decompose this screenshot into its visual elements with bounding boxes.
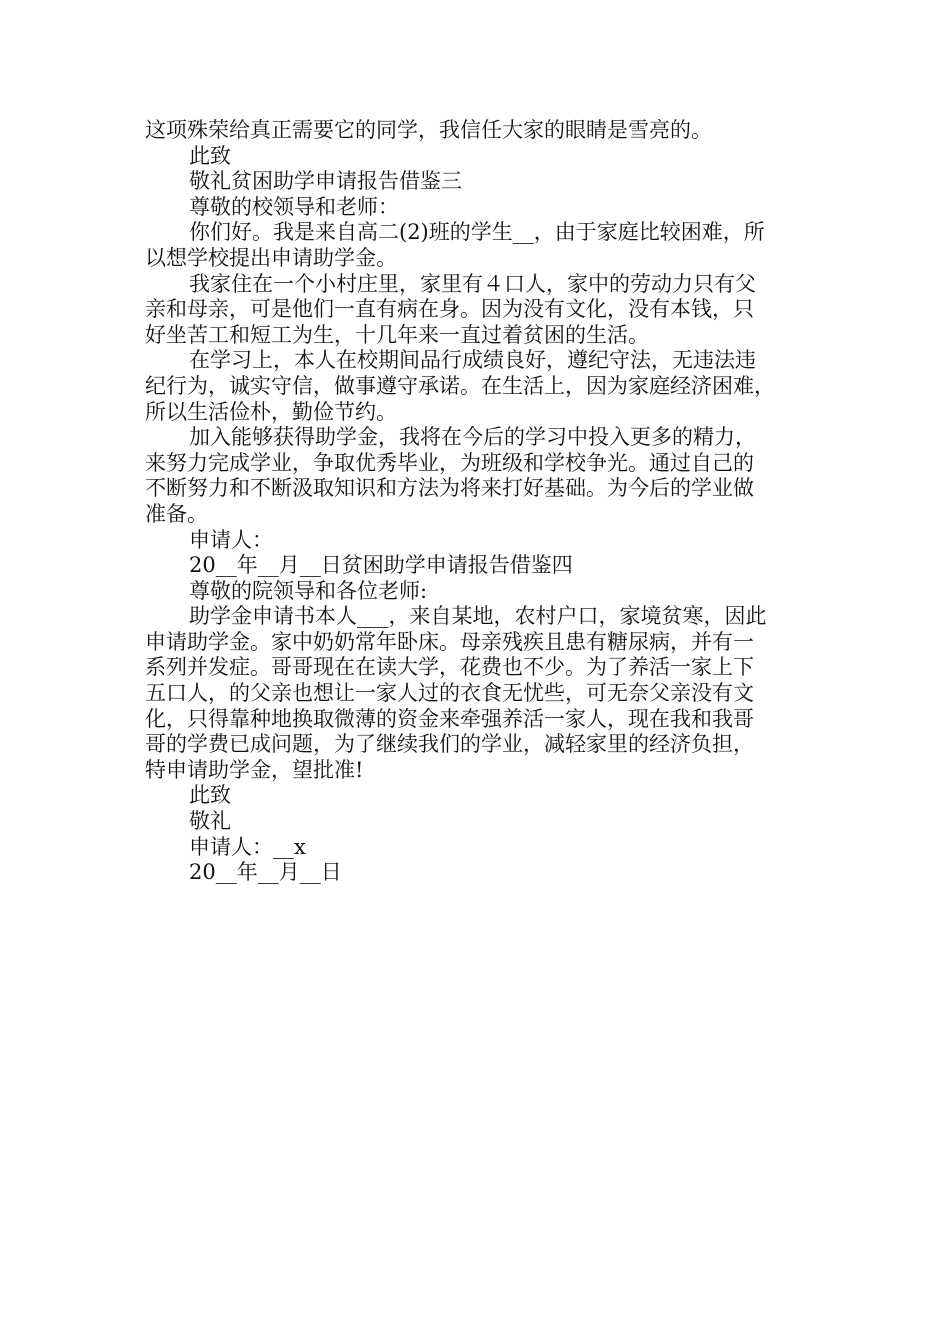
text-line: 20__年__月__日 (189, 860, 342, 885)
text-line: 好坐苦工和短工为生，十几年来一直过着贫困的生活。 (145, 322, 649, 347)
text-line: 申请人：__x (189, 834, 306, 859)
text-line: 哥的学费已成问题，为了继续我们的学业，减轻家里的经济负担， (145, 732, 754, 757)
document-body (145, 118, 815, 886)
text-line: 纪行为，诚实守信，做事遵守承诺。在生活上，因为家庭经济困难， (145, 373, 775, 398)
text-line: 我家住在一个小村庄里，家里有４口人，家中的劳动力只有父 (189, 271, 756, 296)
text-line: 来努力完成学业，争取优秀毕业，为班级和学校争光。通过自己的 (145, 450, 754, 475)
text-line: 五口人，的父亲也想让一家人过的衣食无忧些，可无奈父亲没有文 (145, 681, 754, 706)
text-line: 此致 (189, 143, 231, 168)
text-line: 你们好。我是来自高二(2)班的学生__，由于家庭比较困难，所 (189, 220, 765, 245)
text-line: 化，只得靠种地换取微薄的资金来牵强养活一家人，现在我和我哥 (145, 706, 754, 731)
text-line: 以想学校提出申请助学金。 (145, 245, 397, 270)
text-line: 加入能够获得助学金，我将在今后的学习中投入更多的精力， (189, 425, 756, 450)
text-line: 尊敬的校领导和老师： (189, 194, 399, 219)
text-line: 尊敬的院领导和各位老师: (189, 578, 428, 603)
text-line: 申请人： (189, 527, 273, 552)
text-line: 助学金申请书本人___，来自某地，农村户口，家境贫寒，因此 (189, 604, 767, 629)
text-line: 此致 (189, 783, 231, 808)
text-line: 20__年__月__日贫困助学申请报告借鉴四 (189, 553, 573, 578)
text-line: 亲和母亲，可是他们一直有病在身。因为没有文化，没有本钱，只 (145, 297, 754, 322)
text-line: 特申请助学金，望批准! (145, 757, 364, 782)
text-line: 敬礼贫困助学申请报告借鉴三 (189, 169, 462, 194)
text-line: 不断努力和不断汲取知识和方法为将来打好基础。为今后的学业做 (145, 476, 754, 501)
text-line: 在学习上，本人在校期间品行成绩良好，遵纪守法，无违法违 (189, 348, 756, 373)
text-line: 系列并发症。哥哥现在在读大学，花费也不少。为了养活一家上下 (145, 655, 754, 680)
text-line: 申请助学金。家中奶奶常年卧床。母亲残疾且患有糖尿病，并有一 (145, 629, 754, 654)
text-line: 准备。 (145, 501, 208, 526)
text-line: 这项殊荣给真正需要它的同学，我信任大家的眼睛是雪亮的。 (145, 118, 712, 142)
text-line: 所以生活俭朴，勤俭节约。 (145, 399, 397, 424)
text-line: 敬礼 (189, 809, 231, 834)
